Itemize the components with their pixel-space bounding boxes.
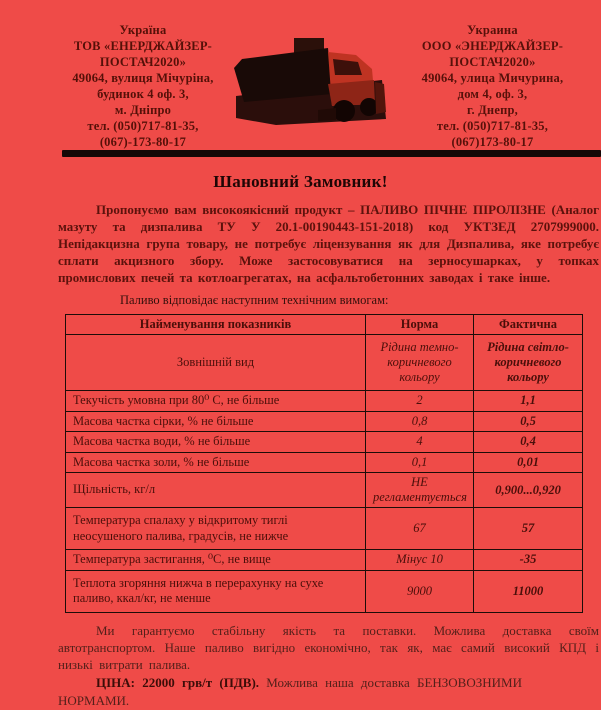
intro-paragraph: Пропонуємо вам високоякісний продукт – ПАЛИВО ПІЧНЕ ПІРОЛІЗНЕ (Аналог мазуту та дизпалива ТУ У 20.1-00190443-151-2018) код УКТЗЕД 2707999000. Непідакцизна група товару, не потребує ліцензування як для Дизпалива, яке потребує сплати акцизного збору. Може застосовуватися на зерносушарках, у топках промислових печей та котлоагрегатах, на асфальтобетонних заводах і таке інше. [58,202,599,285]
table-row [66,570,583,612]
spec-norm: 67 [366,508,474,550]
header-divider-bar [62,150,601,157]
spec-name: Температура спалаху у відкритому тиглі неосушеного палива, градусів, не нижче [66,508,366,550]
phone-2: (067)-173-80-17 [99,135,187,149]
spec-fact: -35 [474,550,583,571]
page-title: Шановний Замовник! [213,172,388,191]
spec-norm: 0,1 [366,452,474,473]
spec-fact: 0,900...0,920 [474,473,583,508]
spec-name: Щільність, кг/л [66,473,366,508]
address-building: будинок 4 оф. 3, [97,87,189,101]
spec-norm: 4 [366,432,474,453]
spec-name: Теплота згоряння нижча в перерахунку на сухе паливо, ккал/кг, не менше [66,570,366,612]
tanker-truck-photo [232,22,390,134]
company-name: ТОВ «ЕНЕРДЖАЙЗЕР- [73,39,213,53]
spec-name: Текучість умовна при 80⁰ С, не більше [66,391,366,412]
fuel-spec-table [65,314,583,613]
closing-paragraph: Ми гарантуємо стабільну якість та поставки. Можлива доставка своїм автотранспортом. Наше паливо вигідно економічно, так як, має самий високий КПД і низькі витрати палива. [58,622,599,672]
company-block-ukrainian [54,18,232,150]
table-row [66,432,583,453]
phone-1: тел. (050)717-81-35, [436,119,549,133]
country-label: Україна [119,23,167,37]
phone-1: тел. (050)717-81-35, [87,119,199,133]
address-building: дом 4, оф. 3, [457,87,528,101]
column-header-norm: Норма [366,315,474,335]
spec-norm: НЕ регламентується [366,473,474,508]
spec-norm: 9000 [366,570,474,612]
spec-fact: 11000 [474,570,583,612]
tanker-truck-image [232,22,390,134]
spec-name: Зовнішній вид [66,335,366,391]
spec-name: Масова частка води, % не більше [66,432,366,453]
address-street: 49064, вулиця Мічуріна, [72,71,214,85]
price-value: ЦІНА: 22000 грв/т (ПДВ). [96,674,260,690]
price-rest: Можлива наша доставка БЕНЗОВОЗНИМИ НОРМАМИ. [58,674,522,708]
spec-fact: 0,4 [474,432,583,453]
column-header-name: Найменування показників [66,315,366,335]
table-row [66,550,583,571]
company-name: ООО «ЭНЕРДЖАЙЗЕР- [421,39,564,53]
company-name-2: ПОСТАЧ2020» [99,55,187,69]
address-city: г. Днепр, [467,103,518,117]
spec-norm: 0,8 [366,411,474,432]
price-paragraph [58,674,599,710]
table-row [66,508,583,550]
country-label: Украина [467,23,518,37]
spec-name: Масова частка золи, % не більше [66,452,366,473]
company-block-russian [390,18,595,150]
table-row [66,452,583,473]
table-row [66,411,583,432]
spec-fact: Рідина світло-коричневого кольору [474,335,583,391]
company-name-2: ПОСТАЧ2020» [449,55,536,69]
spec-fact: 0,5 [474,411,583,432]
table-caption: Паливо відповідає наступним технічним вимогам: [120,293,389,307]
spec-name: Масова частка сірки, % не більше [66,411,366,432]
spec-name: Температура застигання, ⁰С, не вище [66,550,366,571]
phone-2: (067)173-80-17 [451,135,534,149]
address-city: м. Дніпро [114,103,172,117]
spec-fact: 0,01 [474,452,583,473]
spec-norm: Мінус 10 [366,550,474,571]
table-row [66,473,583,508]
column-header-fact: Фактична [474,315,583,335]
address-street: 49064, улица Мичурина, [421,71,564,85]
table-row [66,391,583,412]
spec-norm: 2 [366,391,474,412]
table-row [66,335,583,391]
spec-norm: Рідина темно-коричневого кольору [366,335,474,391]
letterhead [0,0,601,149]
spec-fact: 57 [474,508,583,550]
spec-fact: 1,1 [474,391,583,412]
table-header-row [66,315,583,335]
